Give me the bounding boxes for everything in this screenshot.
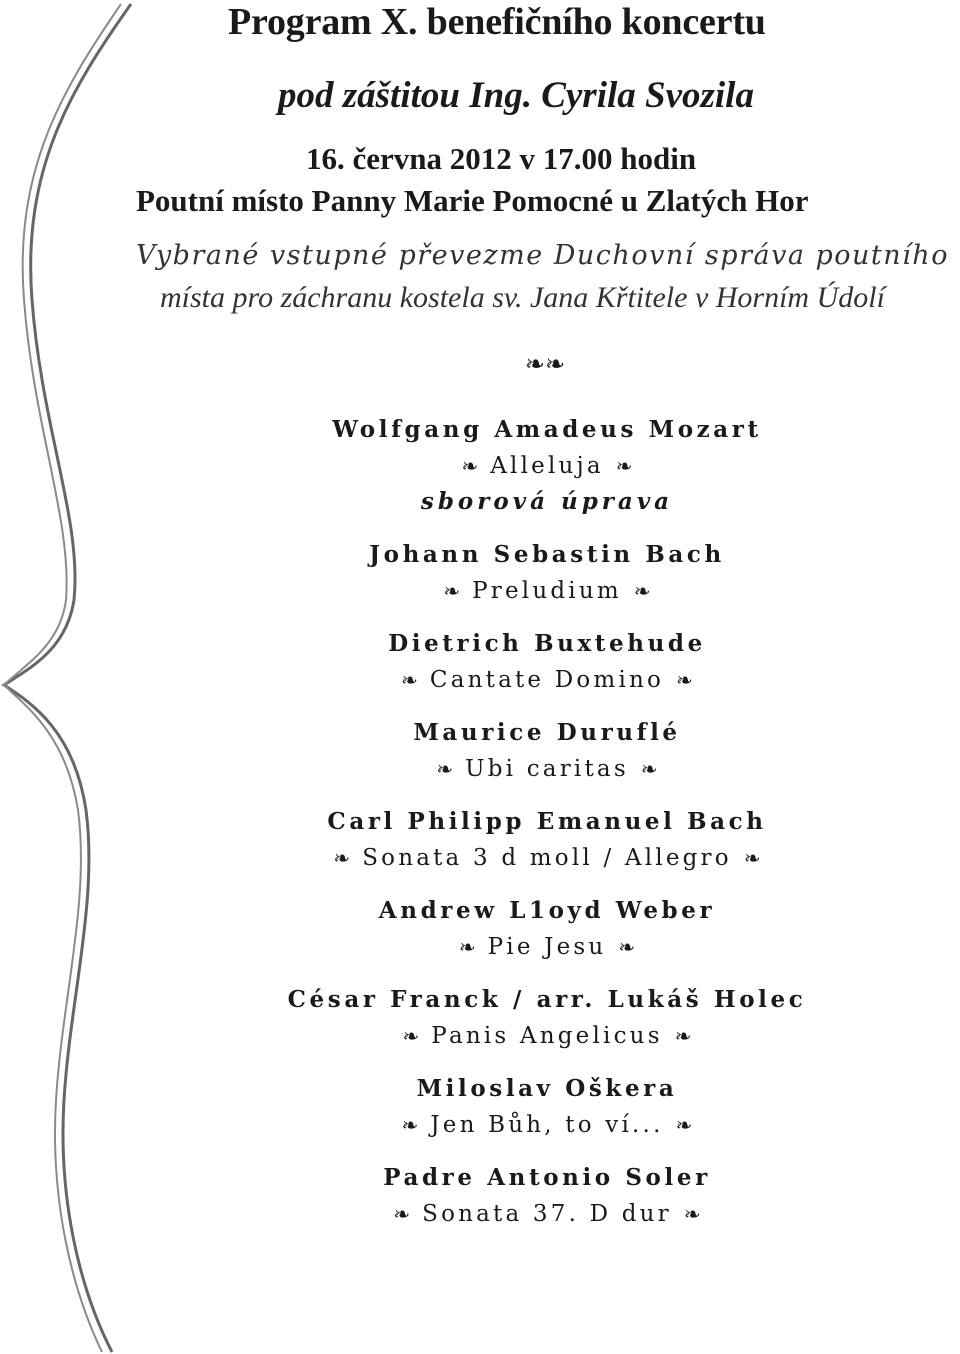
program-item: [0, 1160, 960, 1232]
fleuron-right-icon: ❧: [743, 846, 761, 870]
composer-name: Miloslav Oškera: [416, 1075, 678, 1102]
fleuron-left-icon: ❧: [443, 579, 461, 603]
composer-name: Andrew L1oyd Weber: [378, 897, 716, 924]
fleuron-left-icon: ❧: [436, 757, 454, 781]
piece-title: Ubi caritas: [465, 756, 629, 782]
piece-line: [0, 573, 960, 609]
piece-title: Sonata 3 d moll / Allegro: [362, 845, 732, 871]
fleuron-left-icon: ❧: [461, 454, 479, 478]
program-list: [0, 412, 960, 1249]
fleuron-right-icon: ❧: [674, 1024, 692, 1048]
fleuron-divider: ❧❧: [524, 352, 566, 378]
program-item: [0, 804, 960, 876]
piece-line: [0, 448, 960, 484]
piece-line: [0, 751, 960, 787]
fleuron-right-icon: ❧: [618, 935, 636, 959]
fleuron-right-icon: ❧: [640, 757, 658, 781]
program-item: [0, 537, 960, 609]
program-item: [0, 715, 960, 787]
program-item: [0, 412, 960, 520]
piece-title: Sonata 37. D dur: [422, 1201, 672, 1227]
date-time-line: 16. června 2012 v 17.00 hodin: [306, 141, 697, 176]
fleuron-right-icon: ❧: [676, 668, 693, 692]
fleuron-left-icon: ❧: [401, 668, 418, 692]
admission-note-line-2: místa pro záchranu kostela sv. Jana Křtitele v Horním Údolí: [160, 281, 885, 314]
fleuron-left-icon: ❧: [401, 1113, 419, 1137]
piece-line: [0, 1107, 960, 1143]
piece-line: [0, 840, 960, 876]
piece-title: Jen Bůh, to ví...: [430, 1112, 664, 1138]
program-item: [0, 982, 960, 1054]
piece-line: [0, 929, 960, 965]
patron-line: pod záštitou Ing. Cyrila Svozila: [278, 75, 754, 116]
piece-line: [0, 1018, 960, 1054]
program-item: [0, 893, 960, 965]
piece-title: Preludium: [472, 578, 622, 604]
program-item: [0, 626, 960, 698]
fleuron-left-icon: ❧: [333, 846, 351, 870]
fleuron-right-icon: ❧: [683, 1202, 701, 1226]
fleuron-right-icon: ❧: [675, 1113, 693, 1137]
composer-name: Johann Sebastin Bach: [369, 541, 725, 568]
piece-line: [0, 1196, 960, 1232]
composer-name: Dietrich Buxtehude: [388, 630, 706, 657]
piece-title: Cantate Domino: [429, 667, 665, 693]
venue-line: Poutní místo Panny Marie Pomocné u Zlatých Hor: [136, 183, 809, 218]
fleuron-left-icon: ❧: [458, 935, 476, 959]
fleuron-right-icon: ❧: [633, 579, 651, 603]
composer-name: Padre Antonio Soler: [383, 1164, 711, 1191]
piece-line: [0, 662, 960, 698]
fleuron-right-icon: ❧: [615, 454, 633, 478]
fleuron-left-icon: ❧: [402, 1024, 420, 1048]
composer-name: Wolfgang Amadeus Mozart: [332, 416, 762, 443]
fleuron-left-icon: ❧: [393, 1202, 411, 1226]
piece-title: Panis Angelicus: [431, 1023, 663, 1049]
composer-name: César Franck / arr. Lukáš Holec: [287, 986, 807, 1013]
arrangement-note: sborová úprava: [420, 488, 674, 515]
page-title: Program X. benefičního koncertu: [228, 1, 766, 43]
composer-name: Maurice Duruflé: [413, 719, 681, 746]
admission-note-line-1: Vybrané vstupné převezme Duchovní správa poutního: [136, 240, 949, 271]
composer-name: Carl Philipp Emanuel Bach: [327, 808, 767, 835]
program-item: [0, 1071, 960, 1143]
piece-title: Pie Jesu: [487, 934, 607, 960]
piece-title: Alleluja: [490, 453, 604, 479]
